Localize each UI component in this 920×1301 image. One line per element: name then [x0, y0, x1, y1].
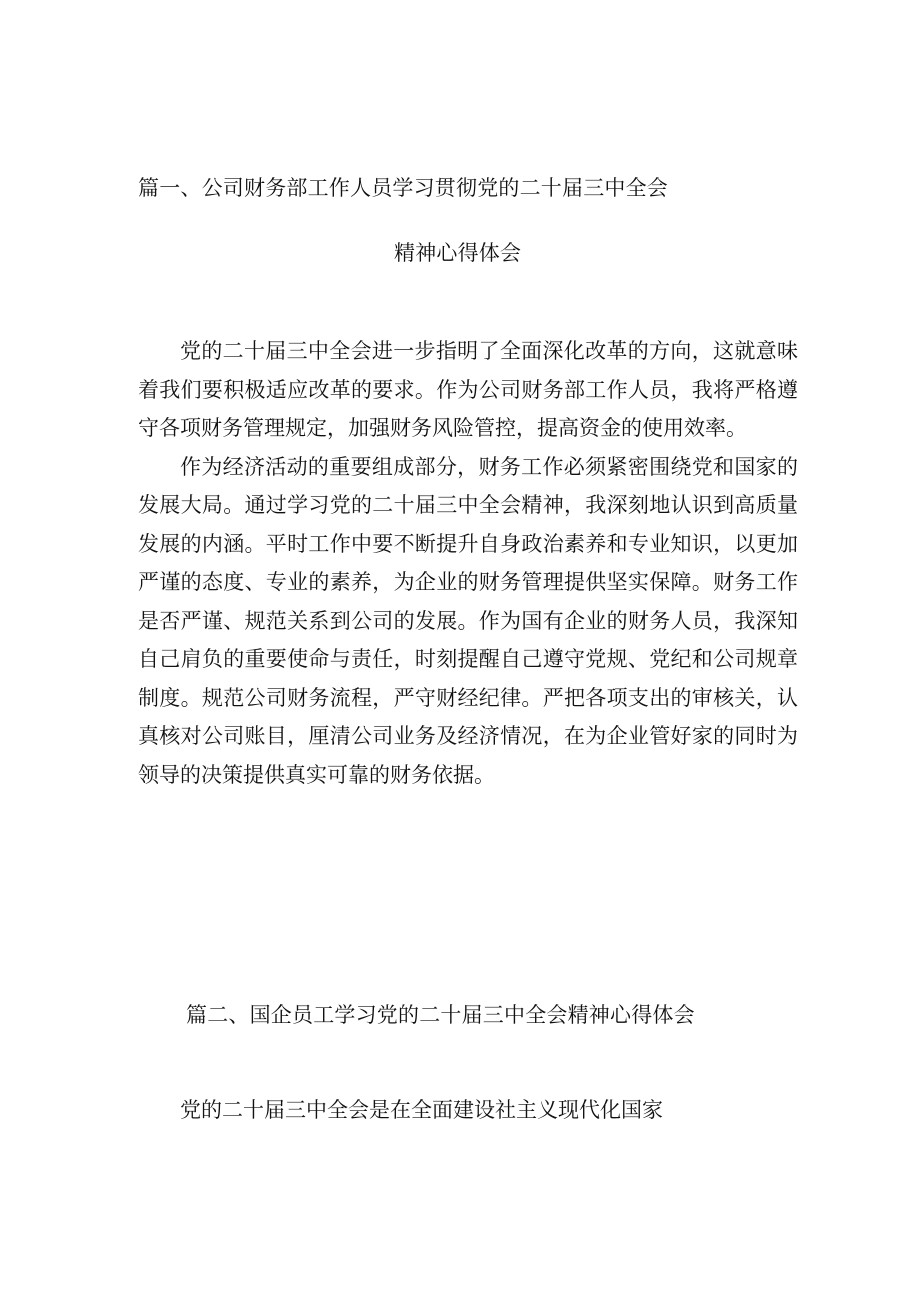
- section1-body: [138, 332, 798, 794]
- section1-title-line1: 篇一、公司财务部工作人员学习贯彻党的二十届三中全会: [138, 176, 668, 200]
- section1-title-line2: 精神心得体会: [394, 241, 522, 265]
- section2-paragraph-1: 党的二十届三中全会是在全面建设社主义现代化国家: [180, 1098, 663, 1122]
- section1-paragraph-2: 作为经济活动的重要组成部分，财务工作必须紧密围绕党和国家的发展大局。通过学习党的二十届三中全会精神，我深刻地认识到高质量发展的内涵。平时工作中要不断提升自身政治素养和专业知识，以更加严谨的态度、专业的素养，为企业的财务管理提供坚实保障。财务工作是否严谨、规范关系到公司的发展。作为国有企业的财务人员，我深知自己肩负的重要使命与责任，时刻提醒自己遵守党规、党纪和公司规章制度。规范公司财务流程，严守财经纪律。严把各项支出的审核关，认真核对公司账目，厘清公司业务及经济情况，在为企业管好家的同时为领导的决策提供真实可靠的财务依据。: [138, 454, 798, 787]
- section2-title: 篇二、国企员工学习党的二十届三中全会精神心得体会: [186, 1003, 695, 1027]
- section2-body: [138, 1091, 798, 1130]
- section1-paragraph-1: 党的二十届三中全会进一步指明了全面深化改革的方向，这就意味着我们要积极适应改革的要求。作为公司财务部工作人员，我将严格遵守各项财务管理规定，加强财务风险管控，提高资金的使用效率。: [138, 339, 798, 440]
